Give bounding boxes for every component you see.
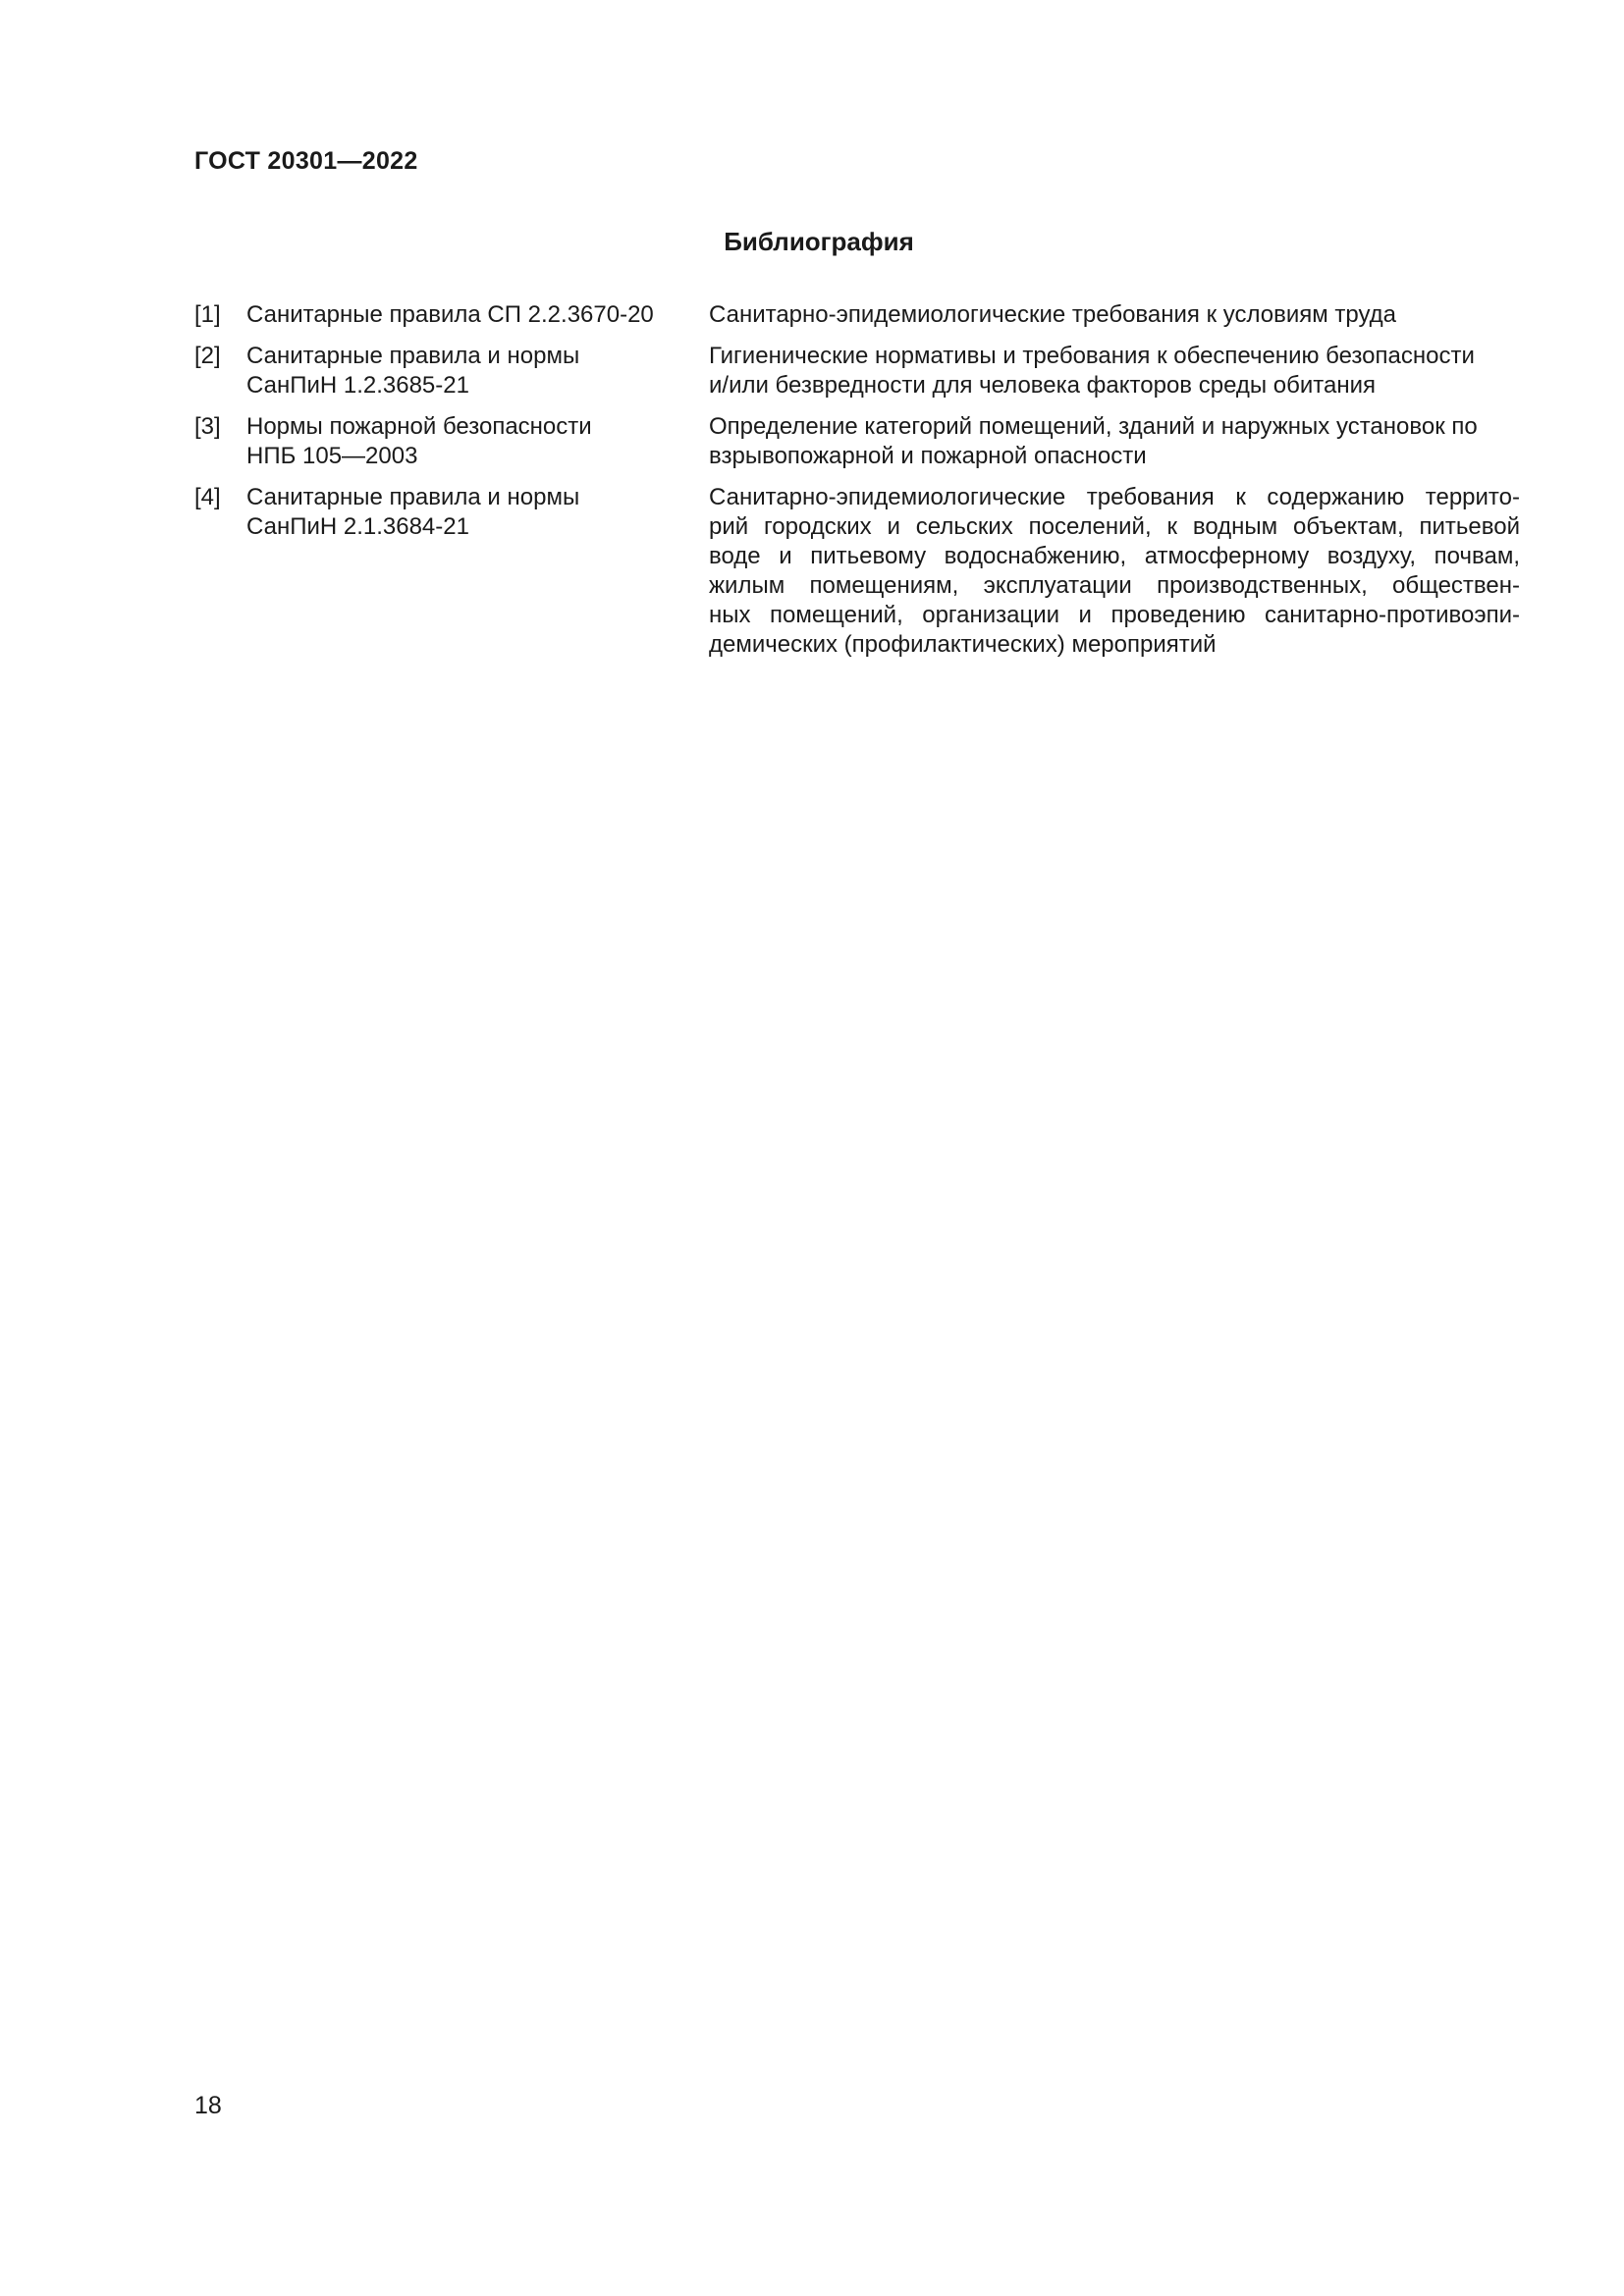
entry-reference-line: Санитарные правила и нормы xyxy=(246,484,580,510)
bibliography-entry xyxy=(194,483,1520,660)
entry-description xyxy=(709,412,1520,471)
entry-reference-line: СанПиН 1.2.3685-21 xyxy=(246,372,469,399)
entry-reference-line: НПБ 105—2003 xyxy=(246,443,418,469)
bibliography-entry xyxy=(194,412,1520,471)
bibliography-entry xyxy=(194,300,1520,330)
entry-reference xyxy=(246,483,709,542)
entry-description-line: ных помещений, организации и проведению санитарно-противоэпи- xyxy=(709,602,1520,628)
entry-reference-line: СанПиН 2.1.3684-21 xyxy=(246,513,469,540)
entry-description xyxy=(709,300,1520,330)
bibliography-list xyxy=(194,300,1520,671)
entry-description xyxy=(709,342,1520,400)
entry-number: [1] xyxy=(194,301,221,328)
document-code: ГОСТ 20301—2022 xyxy=(194,147,418,175)
entry-description-line: Гигиенические нормативы и требования к обеспечению безопасности xyxy=(709,343,1475,369)
section-title xyxy=(0,227,1624,257)
entry-reference-line: Санитарные правила СП 2.2.3670-20 xyxy=(246,301,654,328)
entry-reference-line: Санитарные правила и нормы xyxy=(246,343,580,369)
entry-number: [4] xyxy=(194,484,221,510)
entry-reference xyxy=(246,342,709,400)
entry-description xyxy=(709,483,1520,660)
entry-reference xyxy=(246,300,709,330)
entry-description-line: рий городских и сельских поселений, к водным объектам, питьевой xyxy=(709,513,1520,540)
entry-number: [2] xyxy=(194,343,221,369)
entry-description-line: и/или безвредности для человека факторов среды обитания xyxy=(709,372,1377,399)
section-title-text: Библиография xyxy=(724,227,914,256)
entry-description-line: взрывопожарной и пожарной опасности xyxy=(709,443,1147,469)
entry-description-line: воде и питьевому водоснабжению, атмосферному воздуху, почвам, xyxy=(709,543,1520,569)
entry-number: [3] xyxy=(194,413,221,440)
entry-description-line: демических (профилактических) мероприятий xyxy=(709,631,1217,658)
entry-reference xyxy=(246,412,709,471)
entry-description-line: Санитарно-эпидемиологические требования к условиям труда xyxy=(709,301,1397,328)
page-number: 18 xyxy=(194,2092,222,2119)
entry-reference-line: Нормы пожарной безопасности xyxy=(246,413,592,440)
entry-description-line: жилым помещениям, эксплуатации производственных, обществен- xyxy=(709,572,1520,599)
entry-description-line: Определение категорий помещений, зданий и наружных установок по xyxy=(709,413,1478,440)
entry-description-line: Санитарно-эпидемиологические требования к содержанию террито- xyxy=(709,484,1520,510)
bibliography-entry xyxy=(194,342,1520,400)
